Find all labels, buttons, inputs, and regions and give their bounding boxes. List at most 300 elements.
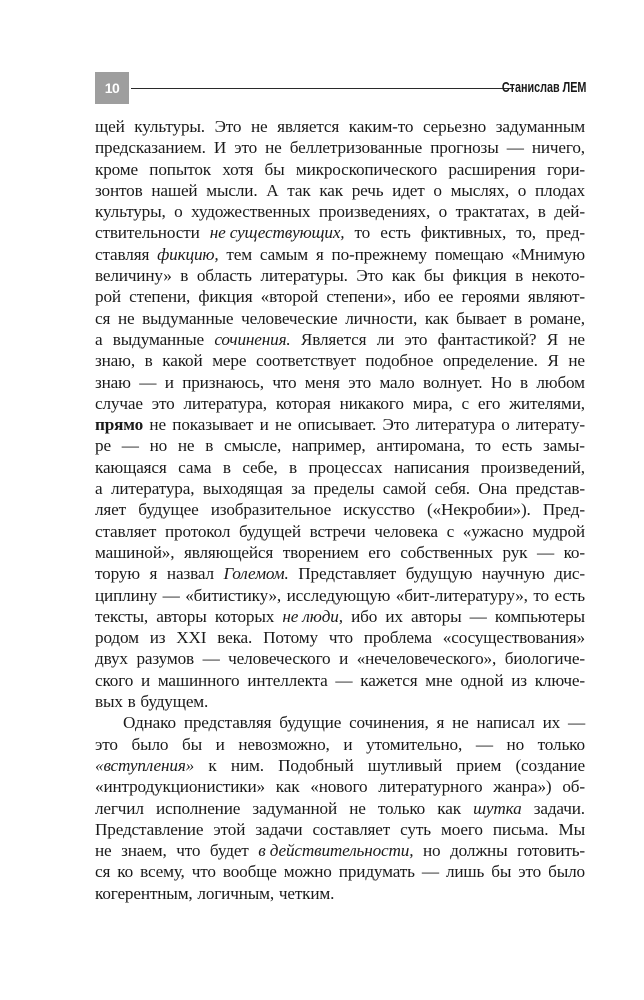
word: в xyxy=(513,308,522,328)
word: знаю, xyxy=(95,351,136,371)
word: в xyxy=(205,436,214,456)
text-line xyxy=(95,883,585,904)
word: процессах xyxy=(308,457,383,477)
word: письма. xyxy=(492,819,549,839)
word: Потому xyxy=(263,628,318,648)
word: каким-то xyxy=(348,117,414,136)
word: — xyxy=(567,713,585,733)
text-line xyxy=(95,286,585,307)
word: как xyxy=(437,798,461,818)
word: ее xyxy=(438,287,454,307)
word: фантастикой? xyxy=(437,329,537,349)
text-line xyxy=(95,776,585,797)
word: это xyxy=(151,393,175,413)
word: только xyxy=(537,734,585,754)
word: хотя xyxy=(222,159,254,179)
word: — xyxy=(469,606,487,626)
word: к xyxy=(208,755,217,775)
text-line xyxy=(95,350,585,371)
word: авторы xyxy=(411,606,462,626)
text-line xyxy=(95,499,585,520)
text-line xyxy=(95,137,585,158)
word: встречи xyxy=(309,521,366,541)
word: их xyxy=(385,606,403,626)
word: фикция xyxy=(452,266,507,286)
word: то xyxy=(533,585,549,605)
word: с xyxy=(461,393,469,413)
word: не люди, xyxy=(282,606,343,626)
word: есть xyxy=(380,223,411,243)
word: это xyxy=(404,329,428,349)
word: шутка xyxy=(473,798,522,818)
word: кающаяся xyxy=(95,457,167,477)
word: дей- xyxy=(554,202,585,222)
text-line xyxy=(95,861,585,882)
word: Это xyxy=(356,266,384,286)
word: машиной», xyxy=(95,542,175,562)
word: составляет xyxy=(312,819,391,839)
word: бы xyxy=(182,734,202,754)
word: — xyxy=(335,670,353,690)
word: плодах xyxy=(535,180,585,200)
word: родом xyxy=(95,628,139,648)
word: это xyxy=(234,138,258,158)
word: и xyxy=(339,649,349,669)
word: ко- xyxy=(563,542,585,562)
word: «нечеловеческого», xyxy=(356,649,497,669)
body-text xyxy=(95,116,585,904)
word: биологиче- xyxy=(504,649,585,669)
word: — xyxy=(536,542,554,562)
word: о xyxy=(501,415,510,435)
word: Она xyxy=(478,479,508,499)
word: фикция xyxy=(198,287,253,307)
word: не xyxy=(251,117,268,136)
word: это xyxy=(348,372,372,392)
word: выдуманные xyxy=(142,308,234,328)
word: литерату- xyxy=(516,415,585,435)
word: о xyxy=(438,202,448,222)
word: как xyxy=(391,266,416,286)
word: серьезно xyxy=(422,117,487,136)
text-line xyxy=(95,201,585,222)
word: по-прежнему xyxy=(331,244,427,264)
word: не xyxy=(568,351,585,371)
word: героями xyxy=(461,287,520,307)
text-line xyxy=(95,159,585,180)
word: помещаю xyxy=(434,244,504,264)
word: из xyxy=(149,628,166,648)
running-head: Станислав ЛЕМ xyxy=(501,79,586,96)
paragraph xyxy=(95,712,585,904)
word: культуры, xyxy=(95,202,166,222)
word: — xyxy=(139,372,157,392)
text-line xyxy=(95,542,585,563)
word: «интродукционистики» xyxy=(95,777,265,797)
word: а xyxy=(95,479,103,499)
word: человеческого xyxy=(228,649,331,669)
word: невозможно, xyxy=(238,734,330,754)
word: из xyxy=(511,670,527,690)
word: есть xyxy=(501,436,533,456)
word: самым xyxy=(259,244,308,264)
word: придумать xyxy=(338,862,415,882)
word: что xyxy=(272,372,297,392)
word: себя. xyxy=(434,479,470,499)
word: — xyxy=(202,649,220,669)
word: не xyxy=(149,415,166,435)
word: двух xyxy=(95,649,128,669)
word: ставляя xyxy=(95,244,150,264)
word: вообще xyxy=(222,862,277,882)
word: литературы. xyxy=(260,266,348,286)
word: готовить- xyxy=(517,841,585,861)
word: о xyxy=(174,202,183,222)
word: но xyxy=(506,734,525,754)
word: произведений, xyxy=(480,457,585,477)
word: проблема xyxy=(363,628,432,648)
text-line xyxy=(95,563,585,584)
word: ко xyxy=(117,862,134,882)
word: и xyxy=(259,415,269,435)
word: с xyxy=(446,521,455,541)
word: Однако xyxy=(123,713,176,733)
word: в действительности, xyxy=(258,841,414,861)
word: фикцию, xyxy=(157,244,219,264)
word: литературного xyxy=(378,777,483,797)
word: не xyxy=(568,329,585,349)
word: должны xyxy=(450,841,508,861)
word: кроме xyxy=(95,159,138,179)
text-line xyxy=(95,606,585,627)
word: в xyxy=(289,457,297,477)
word: ключе- xyxy=(534,670,585,690)
word: предсказанием. xyxy=(95,138,206,158)
word: задуманной xyxy=(252,798,338,818)
word: Это xyxy=(382,415,410,435)
word: века. xyxy=(217,628,253,648)
word: Представление xyxy=(95,819,204,839)
word: за xyxy=(291,479,306,499)
word: «сосуществования» xyxy=(442,628,585,648)
word: было xyxy=(131,734,169,754)
word: мудрой xyxy=(532,521,585,541)
word: волнует. xyxy=(422,372,483,392)
word: произведениях, xyxy=(318,202,431,222)
word: человека xyxy=(374,521,438,541)
word: кажется xyxy=(360,670,418,690)
word: не xyxy=(117,308,135,328)
word: мыслях, xyxy=(450,180,510,200)
word: всему, xyxy=(140,862,185,882)
word: так xyxy=(287,180,311,200)
word: микроскопического xyxy=(295,159,438,179)
word: творением xyxy=(282,542,359,562)
word: можно xyxy=(283,862,332,882)
word: моего xyxy=(441,819,483,839)
word: это xyxy=(95,734,118,754)
word: мне xyxy=(425,670,453,690)
text-line xyxy=(95,691,585,712)
word: легчил xyxy=(95,798,144,818)
word: не xyxy=(452,713,469,733)
word: то, xyxy=(516,223,536,243)
word: шутливый xyxy=(367,755,443,775)
word: тексты, xyxy=(95,606,148,626)
word: признаюсь, xyxy=(182,372,264,392)
text-line xyxy=(95,414,585,435)
text-line xyxy=(95,585,585,606)
word: является xyxy=(277,117,340,136)
word: себе, xyxy=(242,457,278,477)
word: некото- xyxy=(531,266,585,286)
word: случае xyxy=(95,393,143,413)
word: прямо xyxy=(95,415,144,435)
word: их xyxy=(542,713,561,733)
word: разумов xyxy=(136,649,194,669)
word: романе, xyxy=(529,308,585,328)
text-line xyxy=(95,670,585,691)
word: беллетризованные xyxy=(289,138,423,158)
word: Мы xyxy=(558,819,585,839)
word: ибо xyxy=(404,287,431,307)
word: и xyxy=(140,670,151,690)
word: человеческие xyxy=(241,308,338,328)
word: которых xyxy=(214,606,275,626)
word: как xyxy=(319,180,343,200)
word: степени, xyxy=(129,287,191,307)
word: но xyxy=(422,841,441,861)
word: тем xyxy=(226,244,252,264)
word: степени», xyxy=(326,287,396,307)
word: определение. xyxy=(442,351,538,371)
word: Пред- xyxy=(542,500,585,520)
word: зонтов xyxy=(95,180,143,200)
word: ли xyxy=(376,329,395,349)
word: в xyxy=(144,351,153,371)
word: соответствует xyxy=(256,351,356,371)
word: сочинения, xyxy=(349,713,429,733)
word: о xyxy=(517,180,527,200)
word: являющейся xyxy=(183,542,274,562)
word: не xyxy=(265,138,282,158)
word: утомительно, xyxy=(366,734,463,754)
word: исполнение xyxy=(155,798,241,818)
word: не xyxy=(95,841,112,861)
word: «битистику», xyxy=(185,585,282,605)
word: я xyxy=(315,244,324,264)
word: четким. xyxy=(278,883,335,903)
word: А xyxy=(266,180,279,200)
word: например, xyxy=(291,436,366,456)
word: то xyxy=(475,436,491,456)
word: Но xyxy=(490,372,512,392)
word: этой xyxy=(213,819,246,839)
word: пред- xyxy=(546,223,585,243)
word: будет xyxy=(209,841,249,861)
word: — xyxy=(475,734,493,754)
text-line xyxy=(95,755,585,776)
word: выдуманные xyxy=(112,329,205,349)
word: интеллекта xyxy=(247,670,328,690)
word: изобразительное xyxy=(210,500,332,520)
word: художественных xyxy=(191,202,311,222)
word: искусство xyxy=(343,500,415,520)
word: есть xyxy=(554,585,585,605)
word: жителями, xyxy=(509,393,585,413)
word: любом xyxy=(536,372,585,392)
word: смысле, xyxy=(223,436,282,456)
word: — xyxy=(162,585,180,605)
word: как xyxy=(424,308,449,328)
text-line xyxy=(95,521,585,542)
text-line xyxy=(95,627,585,648)
word: собственных xyxy=(400,542,493,562)
word: расширения xyxy=(448,159,536,179)
word: авторы xyxy=(156,606,207,626)
text-line xyxy=(95,180,585,201)
header-rule xyxy=(131,88,514,89)
text-line xyxy=(95,457,585,478)
text-line xyxy=(95,329,585,350)
word: сочинения. xyxy=(214,329,291,349)
word: как xyxy=(275,777,300,797)
word: не xyxy=(349,798,366,818)
word: ничего, xyxy=(531,138,585,158)
word: речь xyxy=(351,180,384,200)
word: одной xyxy=(460,670,504,690)
word: бы xyxy=(491,862,512,882)
word: лишь xyxy=(445,862,485,882)
paragraph xyxy=(95,116,585,712)
word: Я xyxy=(546,329,559,349)
word: — xyxy=(506,138,524,158)
word: в xyxy=(222,457,231,477)
word: ляет xyxy=(95,500,127,520)
word: я xyxy=(436,713,445,733)
word: ся xyxy=(95,862,111,882)
text-line xyxy=(95,222,585,243)
word: циплину xyxy=(95,585,158,605)
word: XXI xyxy=(176,628,207,648)
word: сама xyxy=(178,457,212,477)
text-line xyxy=(95,265,585,286)
text-line xyxy=(95,819,585,840)
word: какой xyxy=(162,351,203,371)
word: исследующую xyxy=(286,585,391,605)
word: не существующих, xyxy=(209,223,345,243)
word: торую xyxy=(95,564,140,584)
word: было xyxy=(548,862,585,882)
word: бы xyxy=(264,159,285,179)
word: литература, xyxy=(183,393,267,413)
word: а xyxy=(95,329,103,349)
text-line xyxy=(95,116,585,137)
word: когерентным, xyxy=(95,883,193,903)
word: ре xyxy=(95,436,111,456)
word: его xyxy=(477,393,501,413)
word: Големом. xyxy=(223,564,289,584)
word: пределы xyxy=(313,479,375,499)
word: представ- xyxy=(515,479,585,499)
word: только xyxy=(377,798,426,818)
text-line xyxy=(95,478,585,499)
word: научную xyxy=(481,564,545,584)
word: знаю xyxy=(95,372,131,392)
word: личности, xyxy=(345,308,418,328)
word: представляя xyxy=(183,713,272,733)
word: будущее xyxy=(138,500,199,520)
word: назвал xyxy=(166,564,214,584)
word: «Мнимую xyxy=(511,244,585,264)
word: область xyxy=(196,266,252,286)
word: в xyxy=(515,266,524,286)
word: я xyxy=(149,564,158,584)
word: и xyxy=(164,372,174,392)
word: «ужасно xyxy=(462,521,524,541)
word: суть xyxy=(400,819,431,839)
word: («Некробии»). xyxy=(426,500,531,520)
text-line xyxy=(95,308,585,329)
word: мере xyxy=(212,351,247,371)
page-number: 10 xyxy=(95,72,129,104)
word: (создание xyxy=(515,755,585,775)
word: мало xyxy=(379,372,415,392)
word: Подобный xyxy=(278,755,354,775)
text-line xyxy=(95,393,585,414)
word: что xyxy=(176,841,201,861)
word: мысли. xyxy=(206,180,258,200)
word: никакого xyxy=(339,393,404,413)
word: жанра») xyxy=(493,777,552,797)
word: «второй xyxy=(260,287,319,307)
word: «нового xyxy=(310,777,368,797)
word: которая xyxy=(275,393,331,413)
word: ставляет xyxy=(95,521,157,541)
word: ибо xyxy=(351,606,378,626)
word: Является xyxy=(300,329,367,349)
word: Я xyxy=(547,351,559,371)
word: бы xyxy=(423,266,444,286)
word: «вступления» xyxy=(95,755,195,775)
word: дис- xyxy=(554,564,585,584)
word: показывает xyxy=(172,415,254,435)
word: фиктивных, xyxy=(420,223,507,243)
word: об- xyxy=(562,777,585,797)
word: в xyxy=(180,266,189,286)
word: не xyxy=(275,415,292,435)
word: в xyxy=(537,202,546,222)
word: бывает xyxy=(456,308,507,328)
word: компьютеры xyxy=(494,606,585,626)
word: в xyxy=(519,372,528,392)
word: подобное xyxy=(365,351,434,371)
text-line xyxy=(95,840,585,861)
word: и xyxy=(215,734,225,754)
word: описывает. xyxy=(297,415,377,435)
word: написания xyxy=(393,457,470,477)
word: это xyxy=(518,862,542,882)
word: вых xyxy=(95,692,123,712)
word: попыток xyxy=(149,159,211,179)
word: будущие xyxy=(279,713,342,733)
word: будущую xyxy=(405,564,473,584)
text-line xyxy=(95,435,585,456)
word: что xyxy=(191,862,216,882)
word: знаем, xyxy=(121,841,167,861)
word: — xyxy=(421,862,439,882)
word: задачи xyxy=(255,819,303,839)
